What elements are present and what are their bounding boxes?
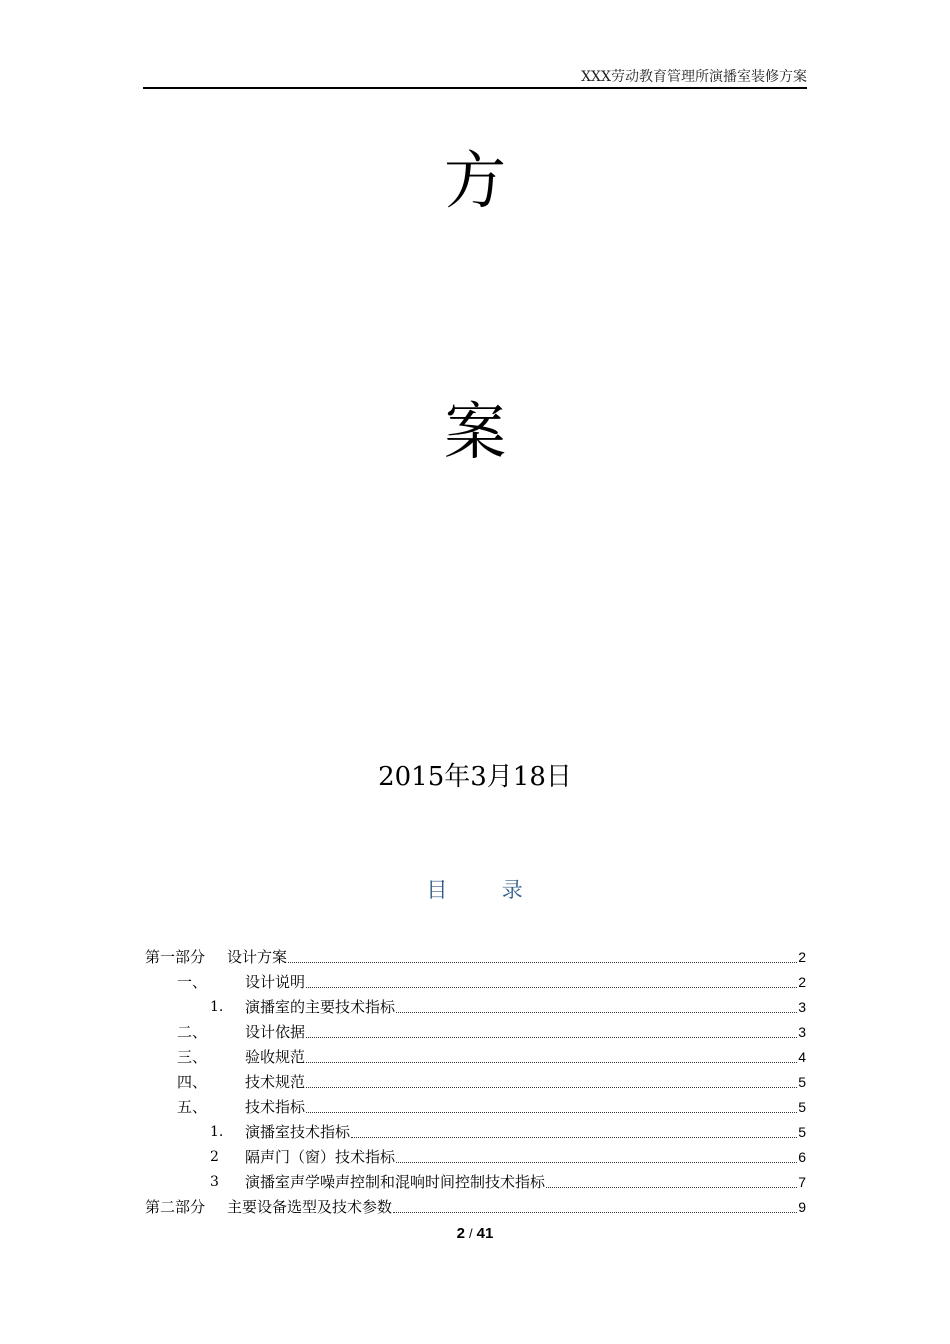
toc-entry-page: 5 xyxy=(798,1099,806,1115)
toc-entry-title: 演播室的主要技术指标 xyxy=(245,998,396,1016)
cover-title-char-2: 案 xyxy=(443,395,506,468)
header-divider xyxy=(143,87,807,89)
toc-entry[interactable] xyxy=(145,968,806,993)
running-header: XXX劳动教育管理所演播室装修方案 xyxy=(581,69,807,85)
toc-entry-number: 一、 xyxy=(177,973,208,991)
toc-dot-leader xyxy=(351,1136,797,1138)
toc-entry[interactable] xyxy=(145,1043,806,1068)
toc-dot-leader xyxy=(396,1011,797,1013)
toc-dot-leader xyxy=(306,986,797,988)
toc-dot-leader xyxy=(393,1211,797,1213)
toc-entry-number: 1. xyxy=(210,999,224,1015)
toc-dot-leader xyxy=(306,1036,797,1038)
toc-dot-leader xyxy=(306,1111,797,1113)
toc-entry-title: 设计方案 xyxy=(227,948,288,966)
toc-entry-number: 3 xyxy=(210,1174,219,1190)
toc-entry[interactable] xyxy=(145,1068,806,1093)
toc-entry-title: 设计依据 xyxy=(245,1023,306,1041)
toc-entry-page: 3 xyxy=(798,1024,806,1040)
toc-entry-page: 2 xyxy=(798,949,806,965)
toc-entry-number: 1. xyxy=(210,1124,224,1140)
toc-entry[interactable] xyxy=(145,943,806,968)
toc-entry[interactable] xyxy=(145,1143,806,1168)
toc-entry-page: 4 xyxy=(798,1049,806,1065)
toc-dot-leader xyxy=(306,1061,797,1063)
toc-entry-number: 五、 xyxy=(177,1098,208,1116)
toc-dot-leader xyxy=(546,1186,797,1188)
toc-entry[interactable] xyxy=(145,1193,806,1218)
toc-entry[interactable] xyxy=(145,993,806,1018)
toc-entry-number: 三、 xyxy=(177,1048,208,1066)
toc-entry-number: 四、 xyxy=(177,1073,208,1091)
toc-entry-title: 演播室技术指标 xyxy=(245,1123,351,1141)
toc-entry[interactable] xyxy=(145,1118,806,1143)
page-separator: / xyxy=(469,1226,473,1241)
toc-dot-leader xyxy=(306,1086,797,1088)
toc-entry-number: 第一部分 xyxy=(145,948,206,966)
toc-entry-page: 2 xyxy=(798,974,806,990)
toc-heading-part-2: 录 xyxy=(501,878,524,902)
toc-entry[interactable] xyxy=(145,1168,806,1193)
toc-entry-page: 3 xyxy=(798,999,806,1015)
toc-entry-page: 6 xyxy=(798,1149,806,1165)
toc-dot-leader xyxy=(288,961,797,963)
toc-entry-number: 2 xyxy=(210,1149,219,1165)
toc-entry[interactable] xyxy=(145,1093,806,1118)
toc-entry-page: 5 xyxy=(798,1124,806,1140)
toc-entry-title: 演播室声学噪声控制和混响时间控制技术指标 xyxy=(245,1173,546,1191)
cover-date: 2015年3月18日 xyxy=(378,762,572,792)
toc-entry-number: 二、 xyxy=(177,1023,208,1041)
toc-entry-title: 技术指标 xyxy=(245,1098,306,1116)
table-of-contents xyxy=(145,943,806,1218)
toc-heading xyxy=(0,876,950,904)
toc-entry-title: 主要设备选型及技术参数 xyxy=(227,1198,393,1216)
cover-title-char-1: 方 xyxy=(443,144,506,217)
current-page-number: 2 xyxy=(456,1225,466,1242)
toc-dot-leader xyxy=(396,1161,797,1163)
toc-entry-page: 7 xyxy=(798,1174,806,1190)
toc-entry-title: 设计说明 xyxy=(245,973,306,991)
toc-entry-page: 5 xyxy=(798,1074,806,1090)
toc-entry-number: 第二部分 xyxy=(145,1198,206,1216)
toc-entry[interactable] xyxy=(145,1018,806,1043)
toc-entry-page: 9 xyxy=(798,1199,806,1215)
page-number-footer xyxy=(0,1225,950,1242)
toc-entry-title: 验收规范 xyxy=(245,1048,306,1066)
toc-entry-title: 技术规范 xyxy=(245,1073,306,1091)
toc-heading-part-1: 目 xyxy=(426,878,449,902)
total-page-count: 41 xyxy=(476,1225,494,1242)
toc-entry-title: 隔声门（窗）技术指标 xyxy=(245,1148,396,1166)
